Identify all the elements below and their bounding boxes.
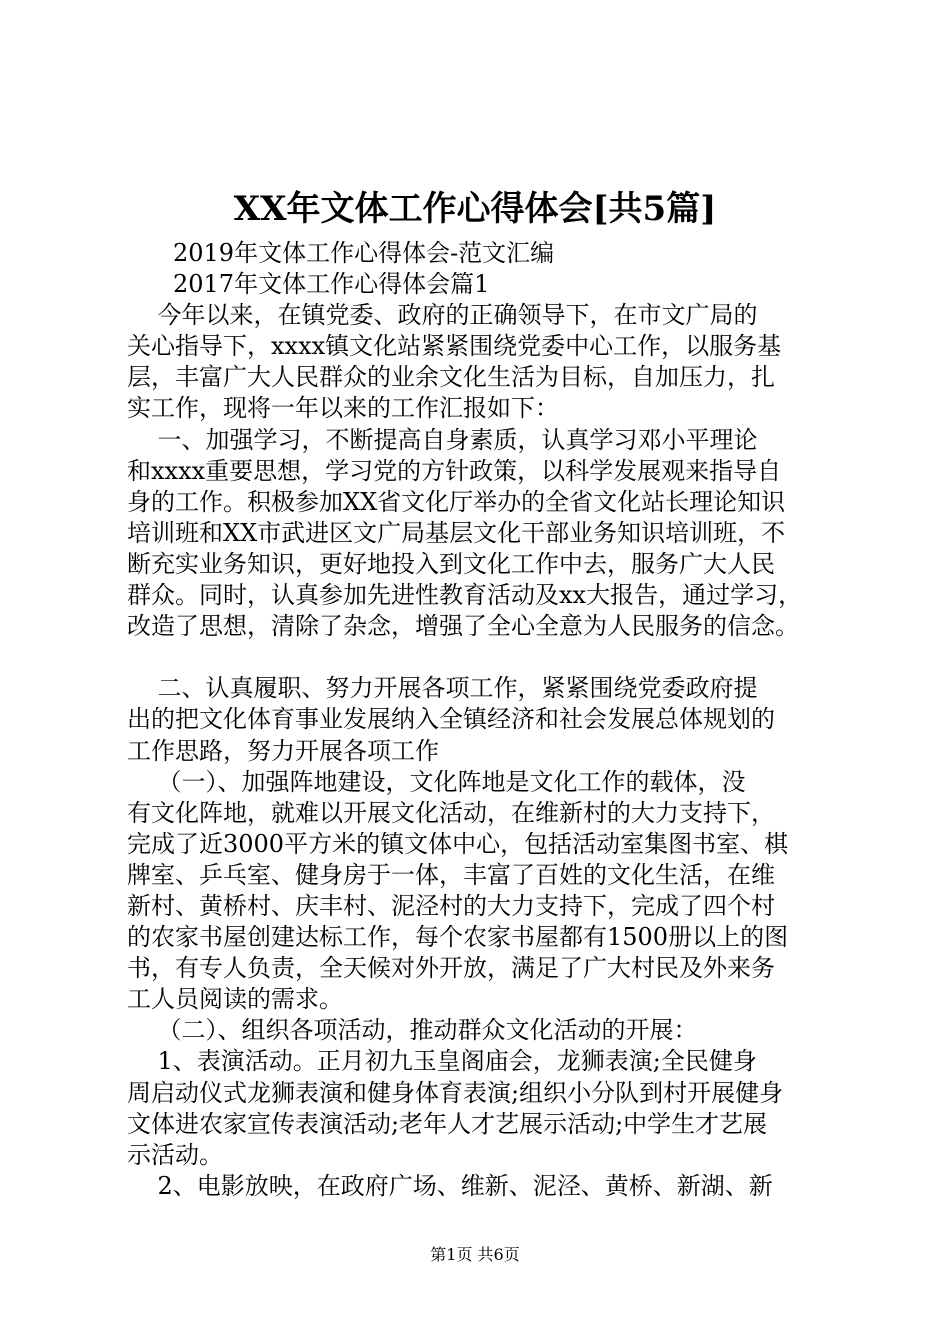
- body-line: 今年以来，在镇党委、政府的正确领导下，在市文广局的: [127, 301, 758, 330]
- body-line: 和xxxx重要思想，学习党的方针政策，以科学发展观来指导自: [127, 456, 782, 485]
- body-line: 文体进农家宣传表演活动;老年人才艺展示活动;中学生才艺展: [127, 1109, 768, 1138]
- body-line: 工作思路，努力开展各项工作: [127, 736, 439, 765]
- body-line: 培训班和XX市武进区文广局基层文化干部业务知识培训班，不: [127, 518, 786, 547]
- body-line: （二）、组织各项活动，推动群众文化活动的开展：: [127, 1016, 698, 1045]
- document-body: [127, 238, 851, 1202]
- body-line: 的农家书屋创建达标工作，每个农家书屋都有1500册以上的图: [127, 923, 789, 952]
- body-line: 关心指导下，xxxx镇文化站紧紧围绕党委中心工作，以服务基: [127, 332, 782, 361]
- body-line: 2、电影放映，在政府广场、维新、泥泾、黄桥、新湖、新: [127, 1171, 773, 1200]
- body-line: 书，有专人负责，全天候对外开放，满足了广大村民及外来务: [127, 954, 775, 983]
- body-line: 实工作，现将一年以来的工作汇报如下：: [127, 394, 559, 423]
- body-line: 出的把文化体育事业发展纳入全镇经济和社会发展总体规划的: [127, 705, 775, 734]
- body-line: 新村、黄桥村、庆丰村、泥泾村的大力支持下，完成了四个村: [127, 891, 775, 920]
- body-line: 工人员阅读的需求。: [127, 985, 343, 1014]
- body-line: 断充实业务知识，更好地投入到文化工作中去，服务广大人民: [127, 549, 775, 578]
- subtitle-line: 2019年文体工作心得体会-范文汇编: [173, 239, 555, 267]
- body-line: 周启动仪式龙狮表演和健身体育表演;组织小分队到村开展健身: [127, 1078, 784, 1107]
- body-line: 一、加强学习，不断提高自身素质，认真学习邓小平理论: [127, 425, 758, 454]
- body-line: 身的工作。积极参加XX省文化厅举办的全省文化站长理论知识: [127, 487, 786, 516]
- body-line: （一）、加强阵地建设，文化阵地是文化工作的载体，没: [127, 767, 746, 796]
- body-line: 示活动。: [127, 1140, 223, 1169]
- paragraph-gap: [127, 642, 851, 673]
- body-line: 牌室、乒乓室、健身房于一体，丰富了百姓的文化生活，在维: [127, 860, 775, 889]
- body-line: 1、表演活动。正月初九玉皇阁庙会，龙狮表演;全民健身: [127, 1047, 757, 1076]
- body-line: 完成了近3000平方米的镇文体中心，包括活动室集图书室、棋: [127, 829, 789, 858]
- body-line: 改造了思想，清除了杂念，增强了全心全意为人民服务的信念。: [127, 612, 799, 641]
- body-line: 群众。同时，认真参加先进性教育活动及xx大报告，通过学习，: [127, 581, 803, 610]
- body-line: 二、认真履职、努力开展各项工作，紧紧围绕党委政府提: [127, 674, 758, 703]
- body-line: 层，丰富广大人民群众的业余文化生活为目标，自加压力，扎: [127, 363, 775, 392]
- body-line: 有文化阵地，就难以开展文化活动，在维新村的大力支持下，: [127, 798, 775, 827]
- document-title: XX年文体工作心得体会[共5篇]: [233, 189, 717, 229]
- page-footer: 第1页 共6页: [430, 1245, 520, 1264]
- subtitle-line: 2017年文体工作心得体会篇1: [173, 270, 490, 299]
